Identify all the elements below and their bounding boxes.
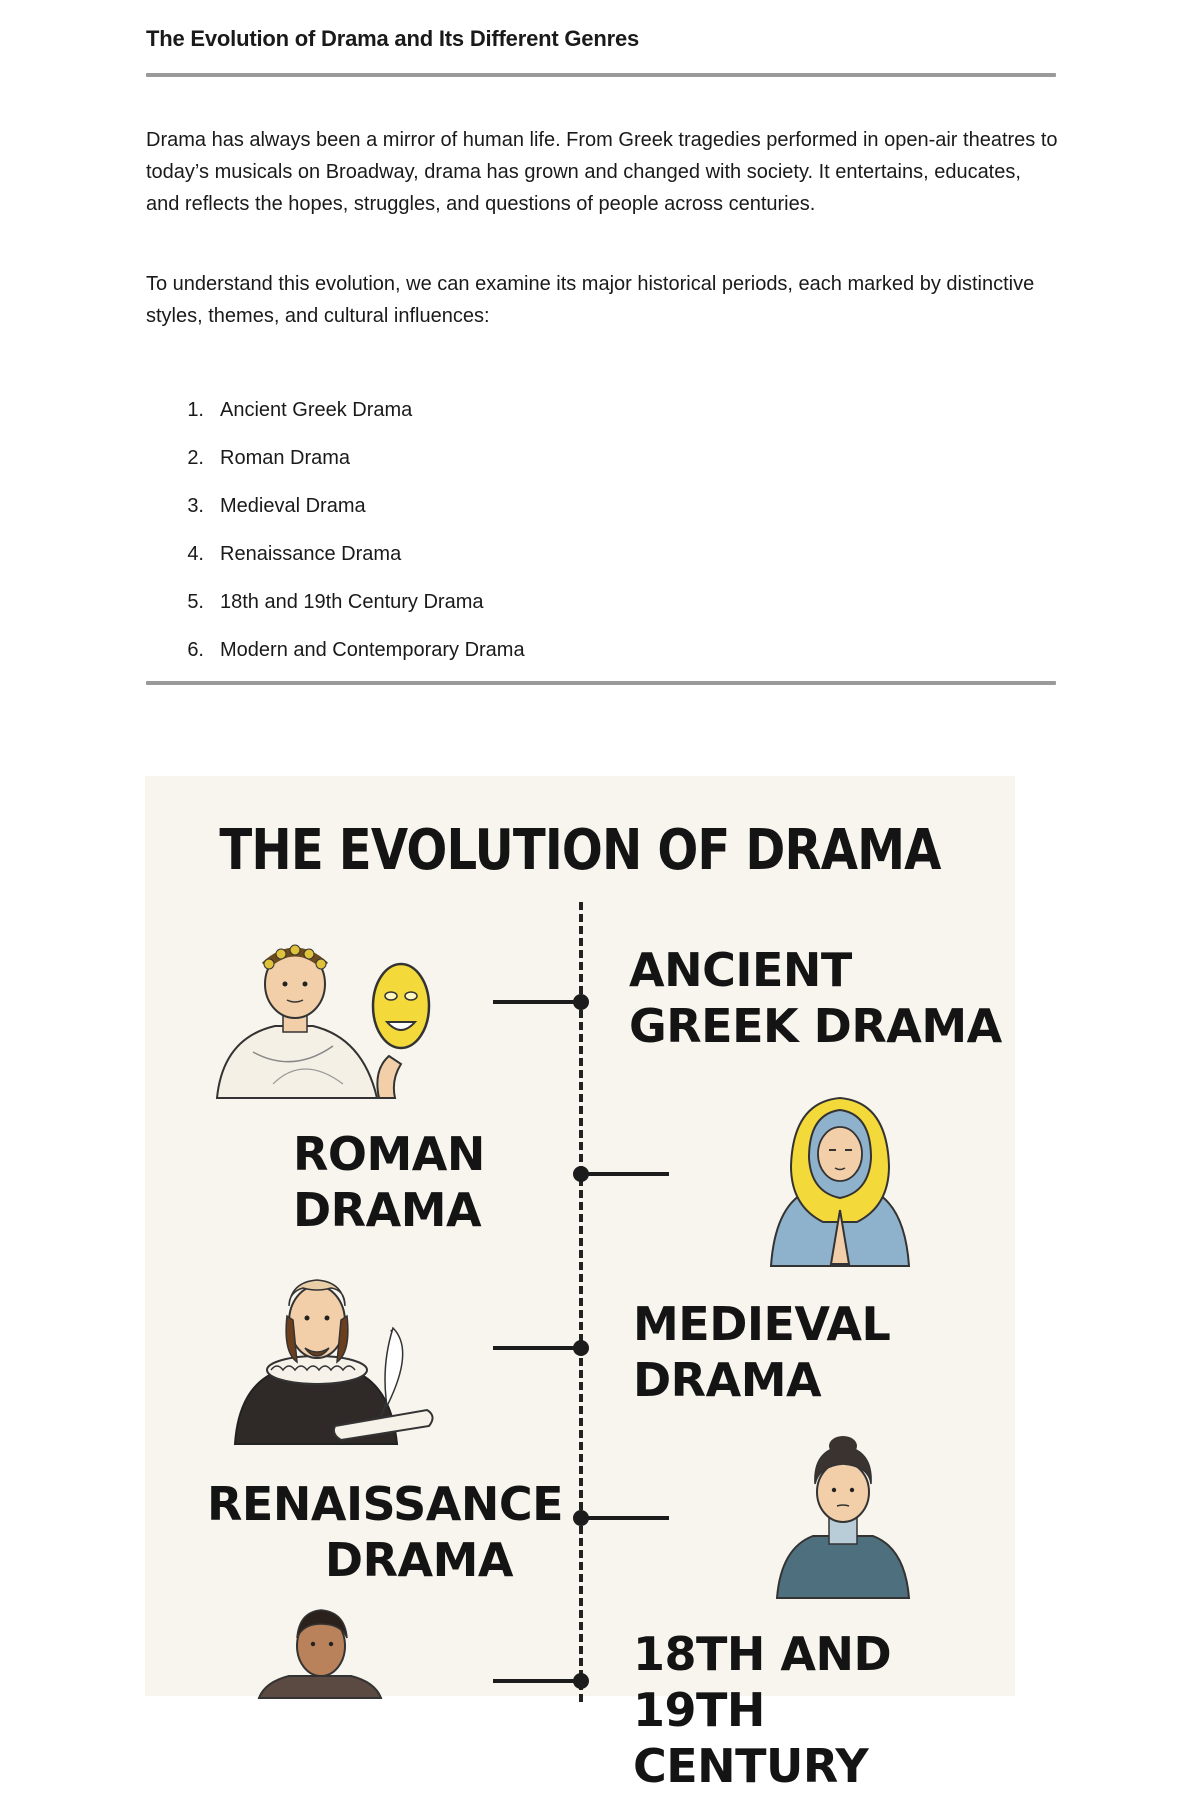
connector-renaissance (579, 1516, 669, 1520)
list-label: Renaissance Drama (220, 543, 402, 565)
era-label-line: DRAMA (293, 1183, 482, 1237)
list-number: 1. (187, 399, 204, 421)
timeline-node-18th-19th-century (573, 1673, 589, 1689)
era-label-line: 18TH AND (633, 1627, 892, 1681)
connector-18th-19th-century (493, 1679, 583, 1683)
era-label-18th-19th-century (633, 1626, 1015, 1794)
list-number: 6. (187, 639, 204, 661)
era-label-line: ANCIENT (629, 943, 852, 997)
timeline-line (579, 902, 583, 1702)
list-item (146, 536, 525, 584)
list-divider (146, 681, 1056, 685)
poster-title: THE EVOLUTION OF DRAMA (219, 818, 941, 883)
greek-actor-with-mask-illustration (213, 934, 449, 1098)
periods-intro-paragraph: To understand this evolution, we can examine its major historical periods, each marked by distinctive styles, themes, and cultural influences: (146, 273, 1035, 327)
list-label: Roman Drama (220, 447, 351, 469)
list-label: 18th and 19th Century Drama (220, 591, 484, 613)
list-label: Medieval Drama (220, 495, 366, 517)
list-number: 4. (187, 543, 204, 565)
medieval-praying-woman-illustration (765, 1088, 915, 1268)
era-label-line: RENAISSANCE (207, 1477, 564, 1531)
era-label-line: GREEK DRAMA (629, 999, 1002, 1053)
victorian-woman-illustration (773, 1432, 913, 1600)
list-item (146, 440, 525, 488)
list-number: 2. (187, 447, 204, 469)
era-label-medieval (633, 1296, 890, 1408)
connector-ancient-greek (493, 1000, 583, 1004)
modern-actor-illustration (255, 1598, 385, 1698)
connector-roman (579, 1172, 669, 1176)
list-label: Modern and Contemporary Drama (220, 639, 525, 661)
document-title: The Evolution of Drama and Its Different Genres (146, 26, 640, 51)
era-label-line: DRAMA (324, 1533, 513, 1587)
timeline-node-medieval (573, 1340, 589, 1356)
connector-medieval (493, 1346, 583, 1350)
renaissance-playwright-illustration (231, 1266, 441, 1446)
list-item (146, 392, 525, 440)
periods-list (146, 392, 525, 680)
timeline-node-ancient-greek (573, 994, 589, 1010)
title-divider (146, 73, 1056, 77)
list-item (146, 632, 525, 680)
era-label-line: ROMAN (293, 1127, 485, 1181)
timeline-poster (145, 776, 1015, 1793)
era-label-ancient-greek (629, 942, 1002, 1054)
era-label-line: MEDIEVAL (633, 1297, 891, 1351)
era-label-roman (293, 1126, 485, 1238)
era-label-line: DRAMA (633, 1353, 822, 1407)
list-item (146, 584, 525, 632)
era-label-renaissance (207, 1476, 564, 1588)
list-item (146, 488, 525, 536)
list-number: 3. (187, 495, 204, 517)
list-label: Ancient Greek Drama (220, 399, 413, 421)
era-label-line: 19TH CENTURY (633, 1683, 869, 1793)
intro-paragraph: Drama has always been a mirror of human life. From Greek tragedies performed in open-air theatres to today’s musicals on Broadway, drama has grown and changed with society. It entertains, educates, and reflects the hopes, struggles, and questions of people across centuries. (146, 129, 1058, 215)
list-number: 5. (187, 591, 204, 613)
